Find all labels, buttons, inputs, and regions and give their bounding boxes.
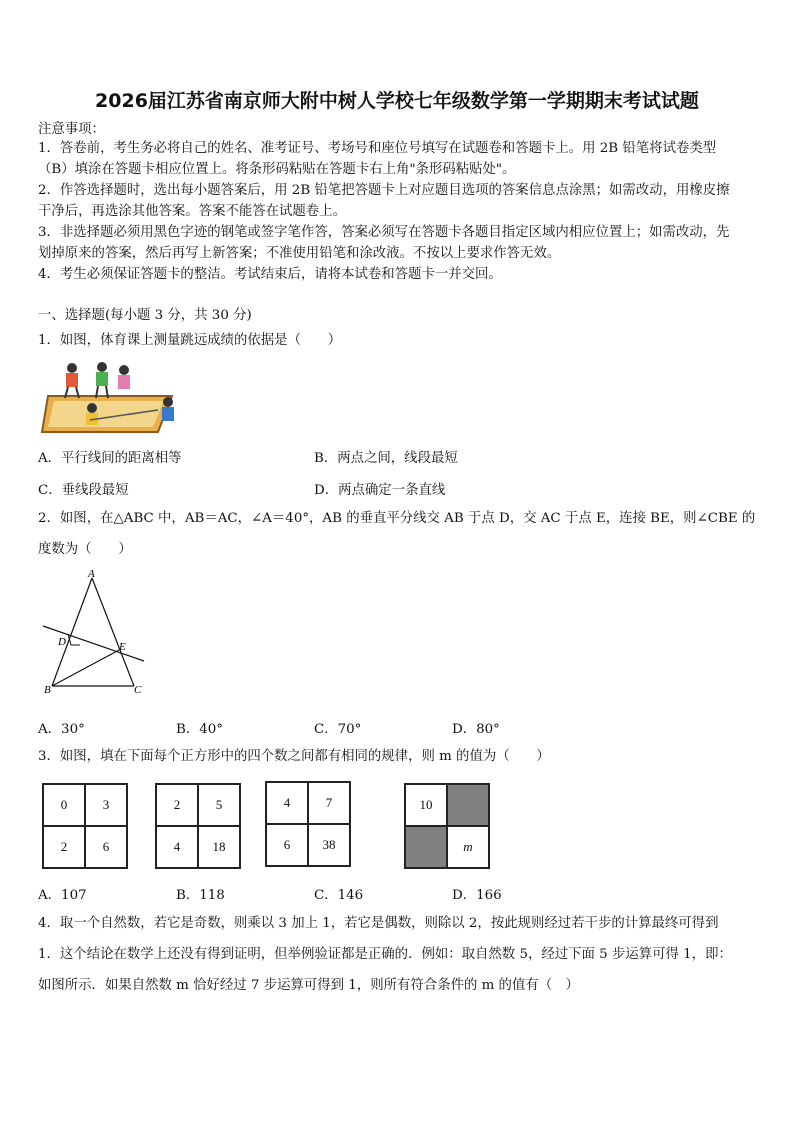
shaded-cell (405, 826, 447, 868)
notice-line: 1．答卷前，考生务必将自己的姓名、准考证号、考场号和座位号填写在试题卷和答题卡上。用 2B 铅笔将试卷类型 (38, 141, 717, 156)
shaded-cell (447, 784, 489, 826)
q3-option-b: B．118 (176, 888, 225, 903)
q2-option-b: B．40° (176, 722, 223, 737)
question-4-stem-cont: 如图所示．如果自然数 m 恰好经过 7 步运算可得到 1，则所有符合条件的 m 的值有（ ） (38, 978, 579, 993)
square-cell: 5 (198, 784, 240, 826)
number-square-2 (155, 783, 241, 869)
square-cell: 2 (156, 784, 198, 826)
q2-option-d: D．80° (452, 722, 500, 737)
square-cell: 4 (266, 782, 308, 824)
square-cell: 0 (43, 784, 85, 826)
q1-option-c: C．垂线段最短 (38, 483, 129, 498)
q2-option-c: C．70° (314, 722, 362, 737)
point-d-label: D (58, 636, 66, 648)
q3-option-a: A．107 (38, 888, 87, 903)
page-title: 2026届江苏省南京师大附中树人学校七年级数学第一学期期末考试试题 (95, 90, 699, 112)
question-4-stem-cont: 1．这个结论在数学上还没有得到证明，但举例验证都是正确的．例如：取自然数 5，经过下面 5 步运算可得 1，即： (38, 947, 732, 962)
question-2-stem: 2．如图，在△ABC 中，AB＝AC，∠A＝40°，AB 的垂直平分线交 AB 于点 D，交 AC 于点 E，连接 BE，则∠CBE 的 (38, 511, 756, 526)
number-square-4 (404, 783, 490, 869)
number-square-1 (42, 783, 128, 869)
square-cell: 4 (156, 826, 198, 868)
square-cell: 38 (308, 824, 350, 866)
square-cell: 18 (198, 826, 240, 868)
notice-line: 4．考生必须保证答题卡的整洁。考试结束后，请将本试卷和答题卡一并交回。 (38, 267, 502, 282)
vertex-b-label: B (44, 684, 51, 696)
question-4-stem: 4．取一个自然数，若它是奇数，则乘以 3 加上 1，若它是偶数，则除以 2，按此规则经过若干步的计算最终可得到 (38, 916, 719, 931)
section-heading: 一、选择题(每小题 3 分，共 30 分) (38, 308, 252, 323)
notice-line: 2．作答选择题时，选出每小题答案后，用 2B 铅笔把答题卡上对应题目选项的答案信息点涂黑；如需改动，用橡皮擦 (38, 183, 730, 198)
point-e-label: E (119, 641, 126, 653)
unknown-m-cell: m (447, 826, 489, 868)
square-cell: 10 (405, 784, 447, 826)
square-cell: 3 (85, 784, 127, 826)
q1-option-b: B．两点之间，线段最短 (314, 451, 458, 466)
square-cell: 6 (85, 826, 127, 868)
question-1-stem: 1．如图，体育课上测量跳远成绩的依据是（ ） (38, 333, 342, 348)
triangle-figure (38, 566, 153, 698)
number-square-3 (265, 781, 351, 867)
vertex-a-label: A (88, 568, 95, 580)
q1-option-d: D．两点确定一条直线 (314, 483, 446, 498)
notice-line: 3．非选择题必须用黑色字迹的钢笔或签字笔作答，答案必须写在答题卡各题目指定区域内相应位置上；如需改动，先 (38, 225, 730, 240)
square-cell: 2 (43, 826, 85, 868)
notice-heading: 注意事项： (38, 122, 105, 137)
notice-line: （B）填涂在答题卡相应位置上。将条形码粘贴在答题卡右上角"条形码粘贴处"。 (38, 162, 516, 177)
long-jump-illustration (40, 358, 190, 438)
q2-option-a: A．30° (38, 722, 85, 737)
question-2-stem-cont: 度数为（ ） (38, 542, 132, 557)
q1-option-a: A．平行线间的距离相等 (38, 451, 182, 466)
square-cell: 6 (266, 824, 308, 866)
notice-line: 划掉原来的答案，然后再写上新答案；不准使用铅笔和涂改液。不按以上要求作答无效。 (38, 246, 561, 261)
question-3-stem: 3．如图，填在下面每个正方形中的四个数之间都有相同的规律，则 m 的值为（ ） (38, 749, 550, 764)
square-cell: 7 (308, 782, 350, 824)
vertex-c-label: C (134, 684, 142, 696)
q3-option-d: D．166 (452, 888, 502, 903)
notice-line: 干净后，再选涂其他答案。答案不能答在试题卷上。 (38, 204, 346, 219)
q3-option-c: C．146 (314, 888, 364, 903)
